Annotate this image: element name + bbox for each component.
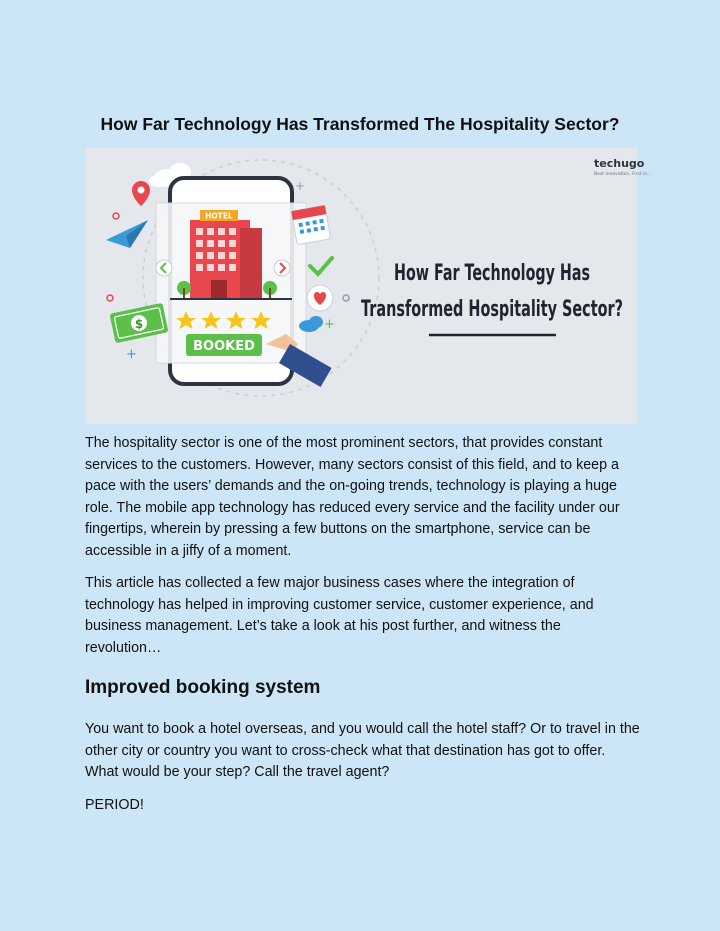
hero-banner-image	[86, 148, 652, 424]
section-closing-text: PERIOD!	[85, 797, 144, 813]
heart-icon	[307, 285, 333, 311]
decor-plus: +	[324, 317, 335, 332]
decor-plus: +	[126, 347, 137, 362]
section-heading: Improved booking system	[85, 677, 321, 698]
chevron-right-icon	[274, 260, 290, 276]
location-pin-icon	[132, 181, 150, 206]
paper-plane-icon	[106, 220, 148, 248]
booked-label: BOOKED	[193, 339, 255, 354]
checkmark-icon	[310, 258, 332, 274]
article-summary-paragraph: This article has collected a few major business cases where the integration of technology has helped in improving customer service, customer experience, and business management. Let’s take a look at his post further, and witness the revolution…	[85, 575, 594, 656]
brand-tagline: Best Innovation, First in...	[594, 172, 652, 177]
brand-name: techugo	[594, 157, 645, 170]
hero-illustration	[86, 148, 652, 424]
chevron-left-icon	[156, 260, 172, 276]
document-title: How Far Technology Has Transformed The Hospitality Sector?	[100, 114, 620, 134]
brand-logo	[594, 157, 651, 177]
decor-plus: +	[295, 179, 306, 193]
calendar-icon	[291, 205, 330, 244]
hotel-sign: HOTEL	[205, 211, 233, 221]
decor-circle	[113, 213, 119, 219]
banner-headline-line1: How Far Technology Has	[394, 261, 590, 286]
banner-headline-line2: Transformed Hospitality Sector?	[361, 297, 623, 322]
booked-badge	[186, 334, 262, 356]
section-paragraph: You want to book a hotel overseas, and you would call the hotel staff? Or to travel in the other city or country you want to cross-check what that destination has got to offer. What would be your step? Call the travel agent?	[85, 721, 640, 780]
intro-paragraph: The hospitality sector is one of the most prominent sectors, that provides constant services to the customers. However, many sectors consist of this field, and to keep a pace with the users’ demands and the on-going trends, technology is playing a huge role. The mobile app technology has reduced every service and the facility under our fingertips, wherein by pressing a few buttons on the smartphone, service can be accessible in a jiffy of a moment.	[85, 435, 620, 559]
money-symbol: $	[134, 317, 144, 331]
decor-circle	[343, 295, 349, 301]
decor-circle	[107, 295, 113, 301]
